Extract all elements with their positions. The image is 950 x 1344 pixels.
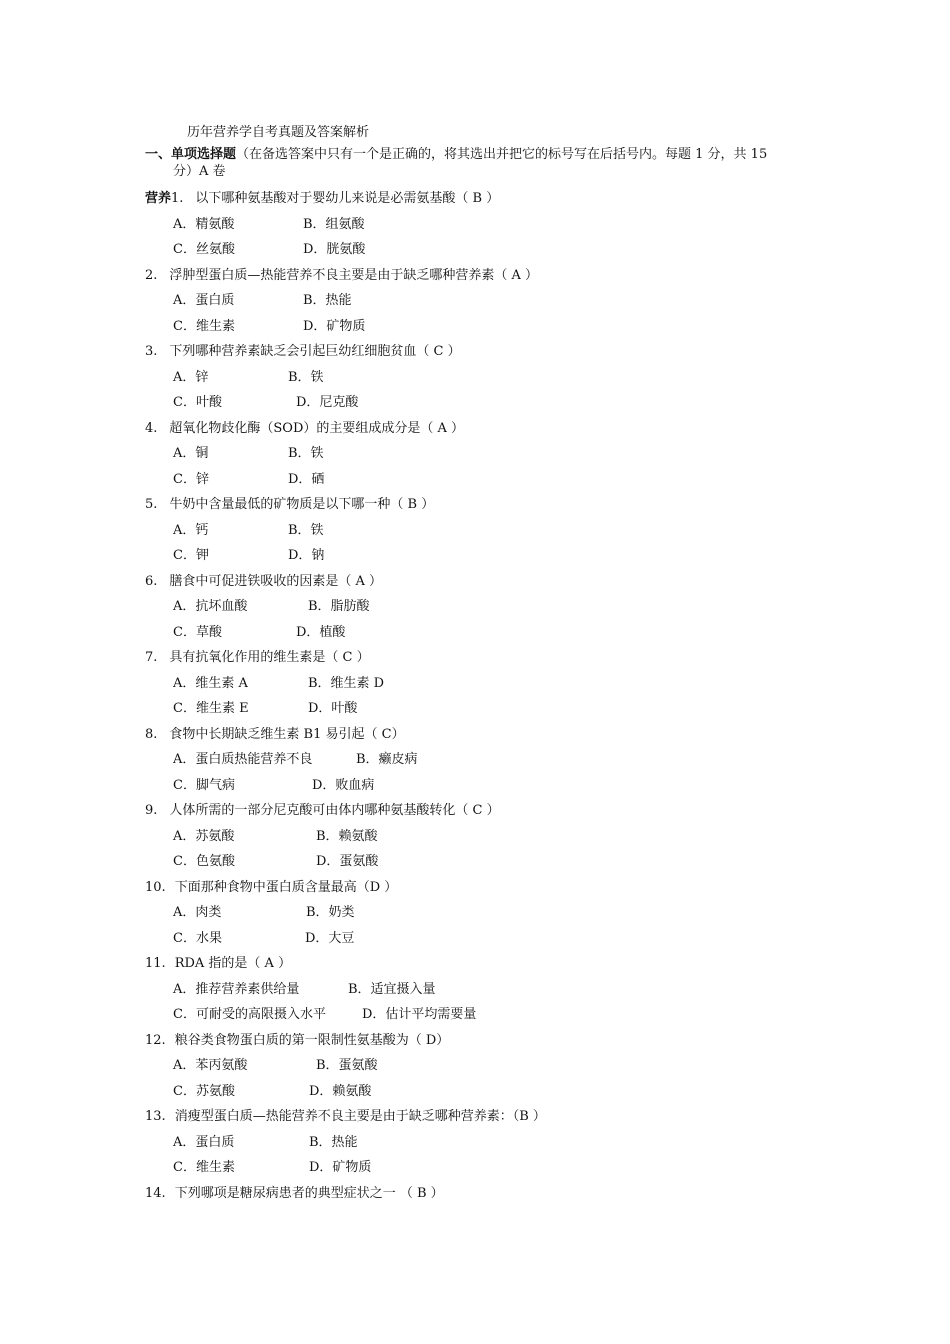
- question-number: 5.: [145, 497, 158, 512]
- options-row: [145, 696, 845, 722]
- option-a: A．肉类: [173, 905, 222, 920]
- option-c: C．水果: [173, 930, 222, 946]
- question-6: [145, 569, 845, 595]
- question-8: [145, 722, 845, 748]
- options-row: [145, 926, 845, 952]
- option-d: D．大豆: [305, 930, 355, 946]
- question-number: 6.: [145, 573, 158, 589]
- question-5: [145, 492, 845, 518]
- option-c: C．锌: [173, 471, 209, 487]
- options-row: [145, 620, 845, 646]
- document-title: 历年营养学自考真题及答案解析: [187, 125, 370, 140]
- question-text: 下列哪种营养素缺乏会引起巨幼红细胞贫血（ C ）: [169, 344, 461, 359]
- options-row: [145, 977, 845, 1003]
- question-number: 4.: [145, 420, 158, 436]
- question-number: 9.: [145, 803, 158, 818]
- section-header: [145, 146, 820, 180]
- question-number: 2.: [145, 267, 158, 283]
- question-text: 膳食中可促进铁吸收的因素是（ A ）: [169, 573, 383, 589]
- options-row: [145, 543, 845, 569]
- question-number: 12.: [145, 1032, 166, 1048]
- option-a: A．维生素 A: [173, 675, 248, 691]
- question-text: 下列哪项是糖尿病患者的典型症状之一 （ B ）: [174, 1185, 444, 1201]
- option-d: D．钠: [288, 548, 325, 563]
- option-a: A．苏氨酸: [173, 828, 235, 844]
- option-c: C．可耐受的高限摄入水平: [173, 1007, 326, 1022]
- question-text: 人体所需的一部分尼克酸可由体内哪种氨基酸转化（ C ）: [169, 803, 500, 818]
- question-2: [145, 263, 845, 289]
- option-c: C．草酸: [173, 624, 222, 640]
- options-row: [145, 1079, 845, 1105]
- question-12: [145, 1028, 845, 1054]
- option-c: C．脚气病: [173, 777, 235, 793]
- question-text: 粮谷类食物蛋白质的第一限制性氨基酸为（ D）: [174, 1032, 450, 1048]
- question-14: [145, 1181, 845, 1207]
- options-row: [145, 1053, 845, 1079]
- question-text: 以下哪种氨基酸对于婴幼儿来说是必需氨基酸（ B ）: [195, 191, 500, 206]
- section-instruction: （在备选答案中只有一个是正确的，将其选出并把它的标号写在后括号内。每题 1 分，共 15: [236, 147, 768, 162]
- question-11: [145, 951, 845, 977]
- question-text: 浮肿型蛋白质—热能营养不良主要是由于缺乏哪种营养素（ A ）: [169, 267, 539, 283]
- options-row: [145, 212, 845, 238]
- option-b: B．适宜摄入量: [348, 981, 436, 997]
- options-row: [145, 849, 845, 875]
- option-d: D．胱氨酸: [303, 242, 366, 257]
- option-b: B．癞皮病: [356, 752, 418, 767]
- options-row: [145, 467, 845, 493]
- options-row: [145, 773, 845, 799]
- question-10: [145, 875, 845, 901]
- option-c: C．维生素: [173, 318, 235, 334]
- option-d: D．败血病: [312, 777, 375, 793]
- question-list: [145, 186, 845, 1206]
- options-row: [145, 594, 845, 620]
- option-a: A．苯丙氨酸: [173, 1058, 248, 1073]
- section-heading: 一、单项选择题: [145, 147, 237, 162]
- question-number: 1.: [171, 191, 184, 206]
- options-row: [145, 441, 845, 467]
- option-d: D．蛋氨酸: [316, 854, 379, 869]
- question-number: 3.: [145, 344, 158, 359]
- options-row: [145, 671, 845, 697]
- options-row: [145, 288, 845, 314]
- option-b: B．维生素 D: [308, 675, 385, 691]
- question-text: RDA 指的是（ A ）: [174, 956, 292, 971]
- options-row: [145, 747, 845, 773]
- option-d: D．赖氨酸: [309, 1083, 372, 1099]
- option-b: B．铁: [288, 446, 324, 461]
- question-3: [145, 339, 845, 365]
- question-text: 消瘦型蛋白质—热能营养不良主要是由于缺乏哪种营养素：（B ）: [174, 1109, 546, 1124]
- options-row: [145, 365, 845, 391]
- option-d: D．矿物质: [303, 318, 366, 334]
- options-row: [145, 1155, 845, 1181]
- option-c: C．叶酸: [173, 395, 222, 410]
- question-number: 14.: [145, 1185, 166, 1201]
- option-c: C．维生素 E: [173, 701, 249, 716]
- option-c: C．色氨酸: [173, 854, 235, 869]
- option-b: B．热能: [303, 293, 352, 308]
- question-text: 具有抗氧化作用的维生素是（ C ）: [169, 650, 370, 665]
- option-d: D．植酸: [296, 624, 346, 640]
- option-c: C．维生素: [173, 1160, 235, 1175]
- options-row: [145, 390, 845, 416]
- options-row: [145, 518, 845, 544]
- option-b: B．组氨酸: [303, 216, 365, 232]
- options-row: [145, 314, 845, 340]
- option-d: D．矿物质: [309, 1160, 372, 1175]
- question-9: [145, 798, 845, 824]
- option-c: C．丝氨酸: [173, 242, 235, 257]
- option-a: A．蛋白质热能营养不良: [173, 752, 313, 767]
- question-13: [145, 1104, 845, 1130]
- question-text: 下面那种食物中蛋白质含量最高（D ）: [174, 879, 398, 895]
- section-instruction-continued: 分）A 卷: [173, 164, 226, 179]
- options-row: [145, 900, 845, 926]
- option-b: B．铁: [288, 522, 324, 538]
- option-a: A．钙: [173, 522, 209, 538]
- option-d: D．叶酸: [308, 701, 358, 716]
- option-b: B．奶类: [306, 905, 355, 920]
- question-1: [145, 186, 845, 212]
- option-b: B．蛋氨酸: [316, 1058, 378, 1073]
- options-row: [145, 1002, 845, 1028]
- question-number: 10.: [145, 879, 166, 895]
- option-a: A．抗坏血酸: [173, 599, 248, 614]
- option-b: B．热能: [309, 1134, 358, 1150]
- option-a: A．锌: [173, 369, 209, 385]
- question-text: 牛奶中含量最低的矿物质是以下哪一种（ B ）: [169, 497, 435, 512]
- question-number: 7.: [145, 650, 158, 665]
- options-row: [145, 1130, 845, 1156]
- question-number: 8.: [145, 726, 158, 742]
- option-a: A．蛋白质: [173, 293, 235, 308]
- question-number: 13.: [145, 1109, 166, 1124]
- option-a: A．铜: [173, 446, 209, 461]
- question-7: [145, 645, 845, 671]
- options-row: [145, 824, 845, 850]
- options-row: [145, 237, 845, 263]
- question-text: 超氧化物歧化酶（SOD）的主要组成成分是（ A ）: [169, 420, 465, 436]
- option-b: B．脂肪酸: [308, 599, 370, 614]
- option-a: A．推荐营养素供给量: [173, 981, 300, 997]
- question-prefix: 营养: [145, 191, 172, 206]
- option-c: C．钾: [173, 548, 209, 563]
- option-d: D．尼克酸: [296, 395, 359, 410]
- option-d: D．估计平均需要量: [362, 1007, 477, 1022]
- option-d: D．硒: [288, 471, 325, 487]
- option-a: A．精氨酸: [173, 216, 235, 232]
- option-b: B．赖氨酸: [316, 828, 378, 844]
- option-a: A．蛋白质: [173, 1134, 235, 1150]
- option-c: C．苏氨酸: [173, 1083, 235, 1099]
- question-text: 食物中长期缺乏维生素 B1 易引起（ C）: [169, 726, 405, 742]
- option-b: B．铁: [288, 369, 324, 385]
- question-number: 11.: [145, 956, 166, 971]
- question-4: [145, 416, 845, 442]
